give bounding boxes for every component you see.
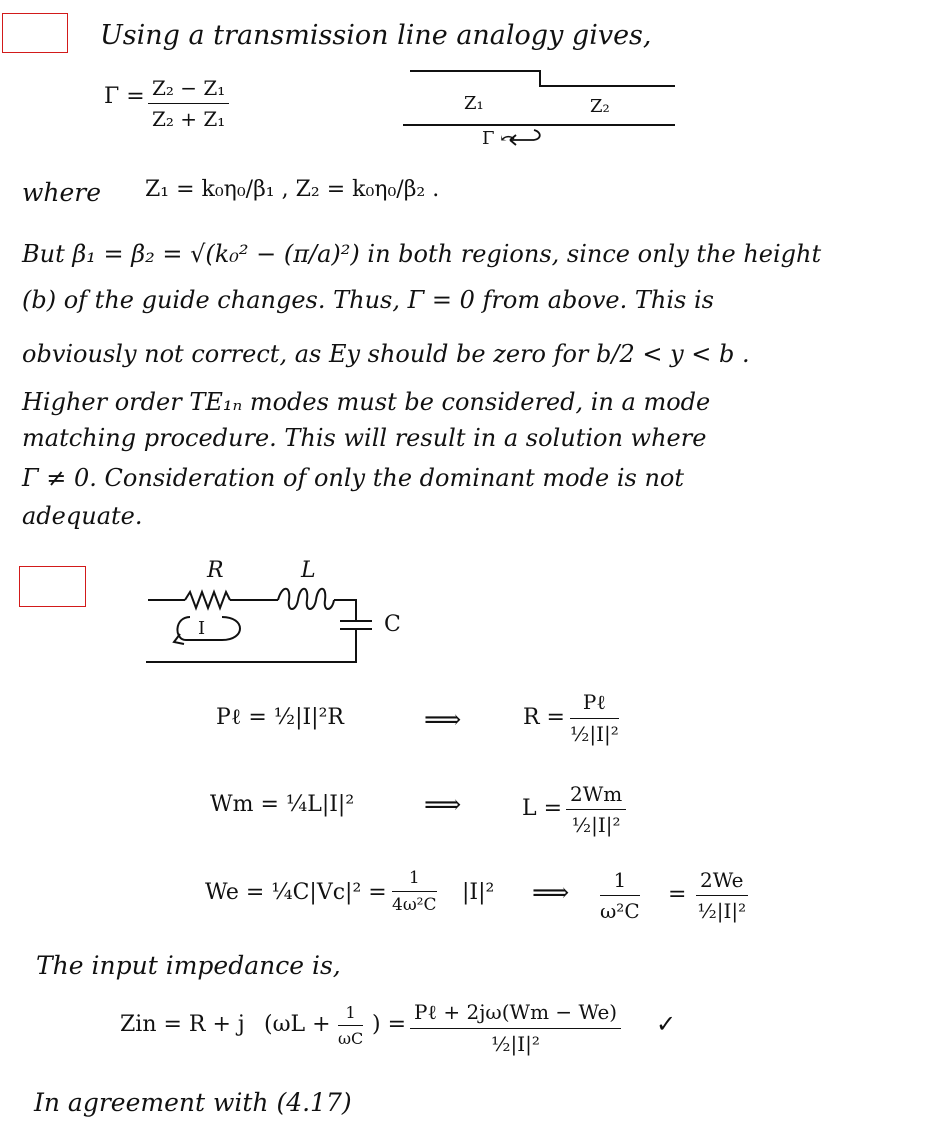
electric-energy-rhs-denominator: ½|I|² bbox=[697, 899, 747, 923]
gamma-lhs: Γ = bbox=[104, 84, 145, 109]
electric-energy-eq: We = ¼C|Vc|² = bbox=[205, 880, 387, 905]
zin-paren: (ωL + bbox=[264, 1012, 331, 1037]
diagram-gamma-label: Γ ⤺ bbox=[482, 128, 516, 149]
resistance-lhs: R = bbox=[523, 705, 565, 730]
magnetic-energy-arrow: ⟹ bbox=[424, 790, 462, 820]
paragraph-line-3: obviously not correct, as Ey should be zero for b/2 < y < b . bbox=[22, 340, 750, 368]
electric-energy-rhs-fraction bbox=[696, 868, 748, 923]
resistance-fraction bbox=[570, 690, 619, 746]
paragraph-line-7: adequate. bbox=[22, 502, 143, 530]
zin-rhs-denominator: ½|I|² bbox=[491, 1032, 540, 1056]
intro-line: Using a transmission line analogy gives, bbox=[100, 20, 652, 51]
paragraph-line-4: Higher order TE₁ₙ modes must be considered, in a mode bbox=[22, 388, 711, 416]
zin-rhs-fraction bbox=[410, 1000, 621, 1056]
circuit-label-c: C bbox=[384, 612, 401, 637]
magnetic-energy-eq: Wm = ¼L|I|² bbox=[210, 792, 355, 817]
capacitance-denominator: ω²C bbox=[600, 899, 640, 923]
resistance-denominator: ½|I|² bbox=[570, 722, 619, 746]
inductance-lhs: L = bbox=[522, 796, 563, 821]
inductance-fraction bbox=[566, 782, 626, 837]
capacitance-numerator: 1 bbox=[600, 868, 640, 896]
zin-inner-denominator: ωC bbox=[338, 1029, 364, 1048]
conclusion-line: In agreement with (4.17) bbox=[34, 1088, 352, 1117]
electric-energy-tail: |I|² bbox=[462, 880, 495, 905]
checkmark-icon: ✓ bbox=[656, 1010, 677, 1038]
input-impedance-intro: The input impedance is, bbox=[36, 951, 341, 980]
circuit-label-i: I bbox=[198, 618, 206, 639]
where-label: where bbox=[22, 178, 102, 207]
zin-inner-numerator: 1 bbox=[338, 1003, 363, 1026]
circuit-label-r: R bbox=[207, 558, 224, 583]
zin-inner-fraction bbox=[338, 1003, 363, 1048]
circuit-label-l: L bbox=[301, 558, 316, 583]
rlc-circuit bbox=[146, 589, 372, 662]
power-loss-eq: Pℓ = ½|I|²R bbox=[216, 705, 344, 730]
paragraph-line-5: matching procedure. This will result in a solution where bbox=[22, 424, 707, 452]
gamma-numerator: Z₂ − Z₁ bbox=[148, 76, 229, 104]
diagram-z1-label: Z₁ bbox=[464, 93, 484, 114]
zin-rhs-numerator: Pℓ + 2jω(Wm − We) bbox=[410, 1000, 621, 1029]
gamma-denominator: Z₂ + Z₁ bbox=[152, 107, 226, 131]
electric-energy-rhs-numerator: 2We bbox=[696, 868, 748, 896]
inductance-denominator: ½|I|² bbox=[571, 813, 621, 837]
electric-energy-fraction bbox=[392, 868, 437, 915]
transmission-line-diagram bbox=[403, 71, 675, 125]
resistance-numerator: Pℓ bbox=[570, 690, 619, 719]
diagram-z2-label: Z₂ bbox=[590, 96, 610, 117]
gamma-fraction bbox=[148, 76, 229, 131]
zin-lhs: Zin = R + j bbox=[120, 1012, 245, 1037]
electric-energy-numerator: 1 bbox=[392, 868, 437, 892]
paragraph-line-2: (b) of the guide changes. Thus, Γ = 0 from above. This is bbox=[22, 286, 714, 314]
electric-energy-denominator: 4ω²C bbox=[392, 895, 437, 915]
paragraph-line-6: Γ ≠ 0. Consideration of only the dominant mode is not bbox=[22, 464, 684, 492]
inductance-numerator: 2Wm bbox=[566, 782, 626, 810]
capacitance-equals: = bbox=[668, 882, 687, 907]
where-equation: Z₁ = k₀η₀/β₁ , Z₂ = k₀η₀/β₂ . bbox=[145, 177, 440, 202]
zin-close: ) = bbox=[372, 1012, 407, 1037]
electric-energy-arrow: ⟹ bbox=[532, 878, 570, 908]
paragraph-line-1: But β₁ = β₂ = √(k₀² − (π/a)²) in both regions, since only the height bbox=[22, 240, 822, 268]
capacitance-fraction bbox=[600, 868, 640, 923]
power-loss-arrow: ⟹ bbox=[424, 705, 462, 735]
